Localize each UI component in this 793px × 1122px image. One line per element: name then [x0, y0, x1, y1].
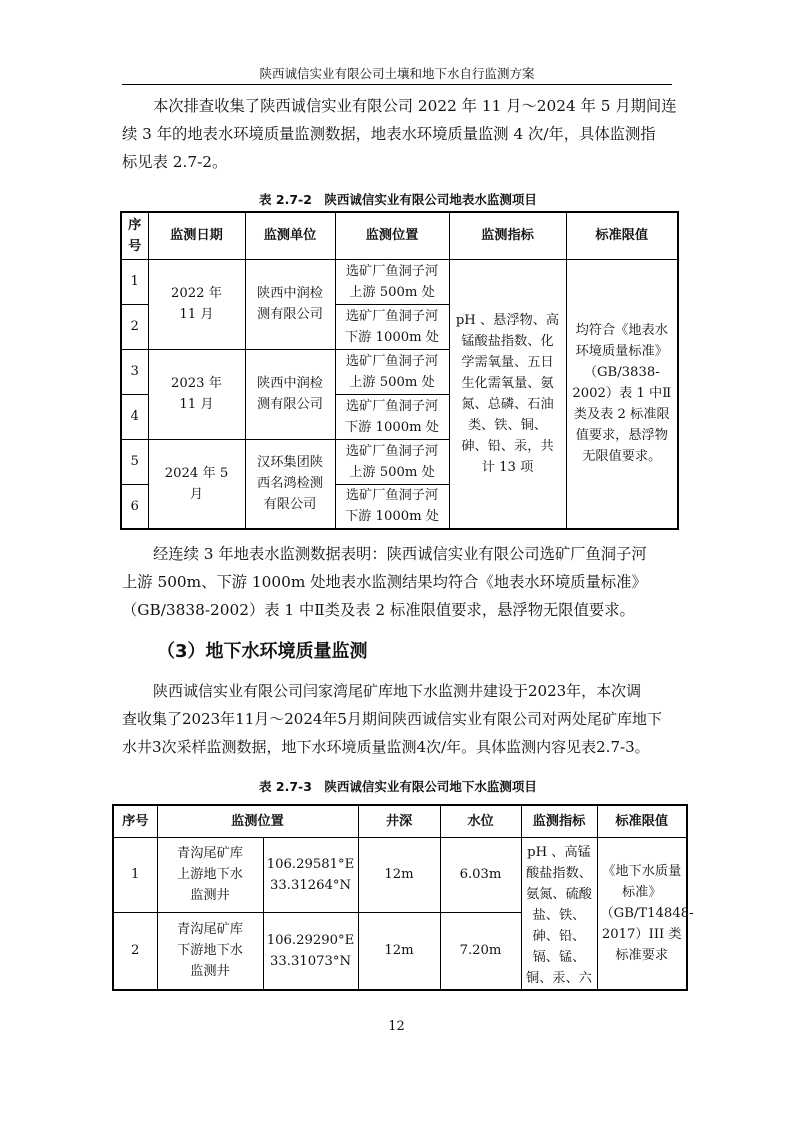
well-coordinates: 106.29581°E 33.31264°N: [263, 837, 358, 912]
paragraph-line: 经连续 3 年地表水监测数据表明：陕西诚信实业有限公司选矿厂鱼洞子河: [153, 545, 647, 563]
header-indicators: 监测指标: [521, 805, 597, 837]
standard-limit: 均符合《地表水 环境质量标准》 （GB/3838- 2002）表 1 中Ⅱ 类及表 2 标准限 值要求，悬浮物 无限值要求。: [566, 259, 678, 529]
monitor-location: 选矿厂鱼洞子河 上游 500m 处: [335, 349, 449, 394]
monitor-indicators: pH 、高锰 酸盐指数、 氨氮、硫酸 盐、铁、 砷、铅、 镉、锰、 铜、汞、六: [521, 837, 597, 990]
row-no: 4: [121, 394, 148, 439]
table1-caption: 表 2.7-2 陕西诚信实业有限公司地表水监测项目: [259, 192, 537, 207]
water-level: 7.20m: [440, 912, 521, 989]
well-depth: 12m: [358, 837, 440, 912]
header-indicators: 监测指标: [449, 212, 566, 259]
paragraph-line: 标见表 2.7-2。: [122, 153, 228, 171]
header-location: 监测位置: [335, 212, 449, 259]
monitor-date: 2024 年 5 月: [148, 439, 245, 529]
surface-water-table: [120, 211, 679, 530]
paragraph-line: 续 3 年的地表水环境质量监测数据，地表水环境质量监测 4 次/年，具体监测指: [122, 125, 656, 143]
water-level: 6.03m: [440, 837, 521, 912]
monitor-location: 选矿厂鱼洞子河 上游 500m 处: [335, 259, 449, 304]
row-no: 1: [113, 837, 157, 912]
paragraph-conclusion: [122, 540, 674, 624]
monitor-unit: 陕西中润检 测有限公司: [245, 259, 335, 349]
standard-limit: 《地下水质量 标准》 （GB/T14848- 2017）III 类 标准要求: [597, 837, 687, 990]
header-unit: 监测单位: [245, 212, 335, 259]
header-standard: 标准限值: [566, 212, 678, 259]
monitor-location: 选矿厂鱼洞子河 下游 1000m 处: [335, 394, 449, 439]
header-rule: [122, 84, 672, 85]
paragraph-line: 本次排查收集了陕西诚信实业有限公司 2022 年 11 月～2024 年 5 月期间连: [153, 97, 677, 115]
row-no: 2: [113, 912, 157, 989]
header-no: 序号: [113, 805, 157, 837]
well-depth: 12m: [358, 912, 440, 989]
monitor-date: 2022 年 11 月: [148, 259, 245, 349]
header-location: 监测位置: [157, 805, 358, 837]
well-name: 青沟尾矿库 上游地下水 监测井: [157, 837, 263, 912]
section-heading: （3）地下水环境质量监测: [157, 641, 368, 662]
paragraph-line: 查收集了2023年11月～2024年5月期间陕西诚信实业有限公司对两处尾矿库地下: [122, 710, 662, 728]
header-no: 序 号: [121, 212, 148, 259]
monitor-unit: 陕西中润检 测有限公司: [245, 349, 335, 439]
table2-caption: 表 2.7-3 陕西诚信实业有限公司地下水监测项目: [259, 779, 537, 794]
paragraph-groundwater: [122, 677, 674, 761]
paragraph-line: 上游 500m、下游 1000m 处地表水监测结果均符合《地表水环境质量标准》: [122, 573, 647, 591]
monitor-indicators: pH 、悬浮物、高 锰酸盐指数、化 学需氧量、五日 生化需氧量、氨 氮、总磷、石油 类、铁、铜、 砷、铅、汞，共 计 13 项: [449, 259, 566, 529]
row-no: 1: [121, 259, 148, 304]
paragraph-line: （GB/3838-2002）表 1 中Ⅱ类及表 2 标准限值要求，悬浮物无限值要求。: [122, 601, 635, 619]
header-level: 水位: [440, 805, 521, 837]
monitor-unit: 汉环集团陕 西名鸿检测 有限公司: [245, 439, 335, 529]
paragraph-line: 水井3次采样监测数据，地下水环境质量监测4次/年。具体监测内容见表2.7-3。: [122, 738, 650, 756]
well-name: 青沟尾矿库 下游地下水 监测井: [157, 912, 263, 989]
row-no: 3: [121, 349, 148, 394]
paragraph-intro: [122, 92, 677, 176]
page-number: 12: [388, 1019, 405, 1034]
well-coordinates: 106.29290°E 33.31073°N: [263, 912, 358, 989]
row-no: 6: [121, 484, 148, 529]
row-no: 2: [121, 304, 148, 349]
groundwater-table: [112, 804, 694, 991]
header-standard: 标准限值: [597, 805, 687, 837]
page-header: 陕西诚信实业有限公司土壤和地下水自行监测方案: [259, 66, 535, 81]
header-date: 监测日期: [148, 212, 245, 259]
monitor-location: 选矿厂鱼洞子河 下游 1000m 处: [335, 484, 449, 529]
header-depth: 井深: [358, 805, 440, 837]
row-no: 5: [121, 439, 148, 484]
monitor-location: 选矿厂鱼洞子河 上游 500m 处: [335, 439, 449, 484]
paragraph-line: 陕西诚信实业有限公司闫家湾尾矿库地下水监测井建设于2023年，本次调: [153, 682, 642, 700]
monitor-date: 2023 年 11 月: [148, 349, 245, 439]
monitor-location: 选矿厂鱼洞子河 下游 1000m 处: [335, 304, 449, 349]
